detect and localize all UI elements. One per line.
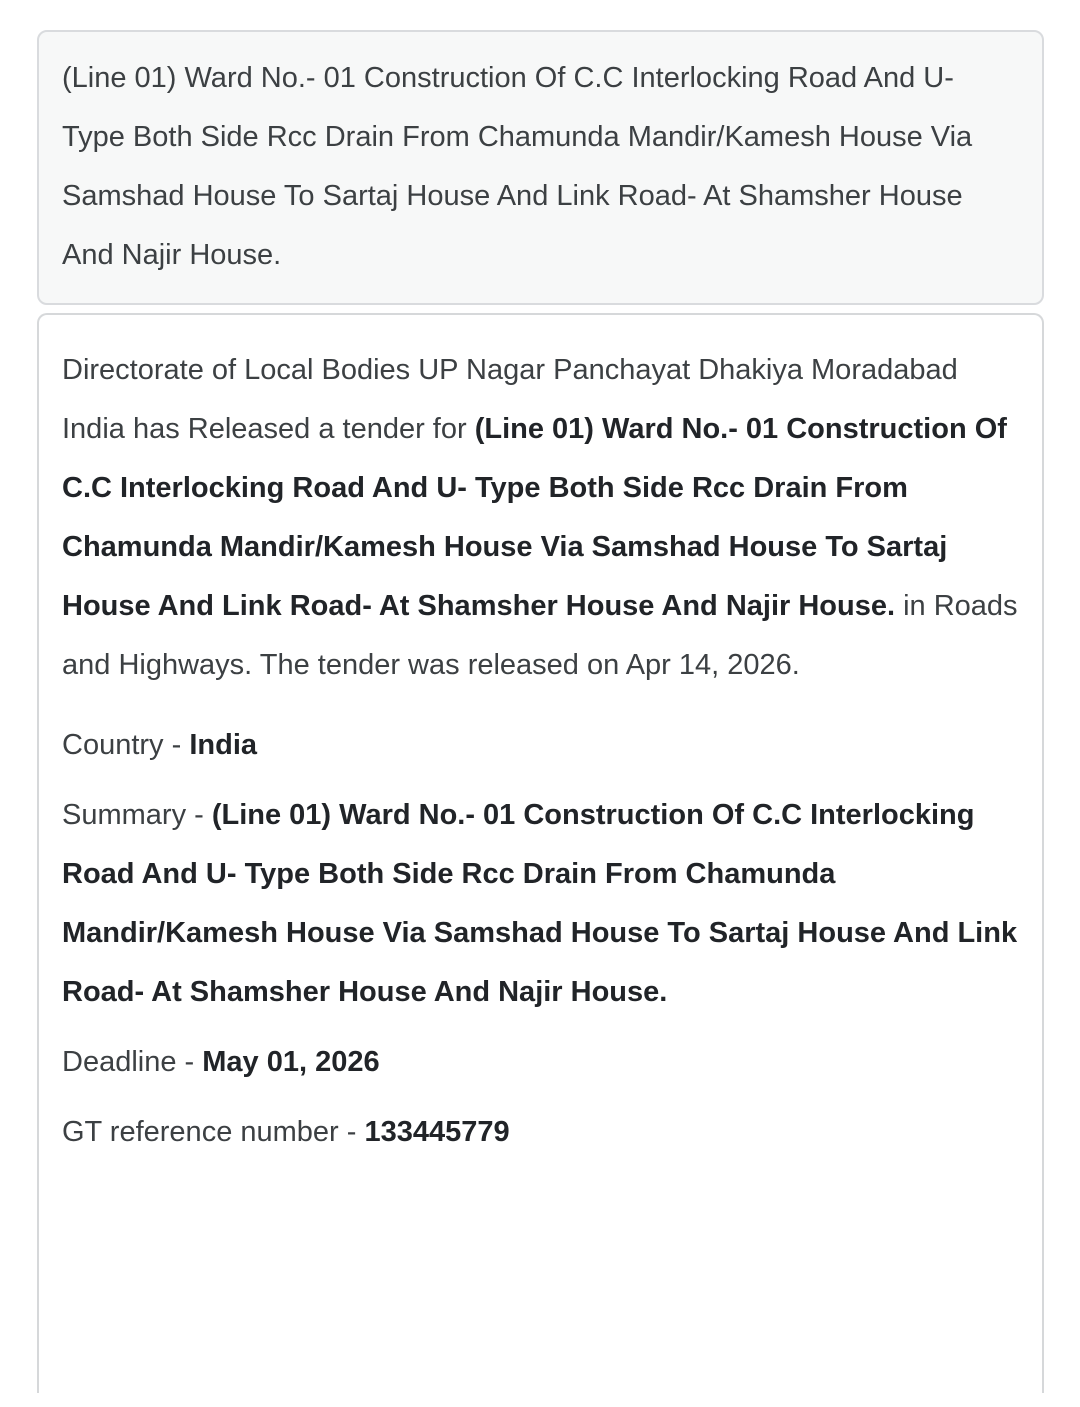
field-deadline	[62, 1033, 1018, 1092]
field-summary-label: Summary -	[62, 799, 212, 831]
tender-description-card	[37, 313, 1044, 1393]
field-gt-reference-value: 133445779	[364, 1116, 510, 1148]
intro-suffix-text: in Roads and Highways. The tender was released on Apr 14, 2026.	[62, 590, 1018, 681]
field-summary	[62, 786, 1018, 1022]
field-country-label: Country -	[62, 729, 190, 761]
field-deadline-label: Deadline -	[62, 1046, 203, 1078]
field-gt-reference	[62, 1103, 1018, 1162]
tender-title-card	[37, 30, 1044, 305]
tender-title: (Line 01) Ward No.- 01 Construction Of C.C Interlocking Road And U- Type Both Side Rcc Drain From Chamunda Mandir/Kamesh House Via Samshad House To Sartaj House And Link Road- At Shamsher House And Najir House.	[62, 62, 973, 271]
intro-prefix-text: Directorate of Local Bodies UP Nagar Panchayat Dhakiya Moradabad India has Released a tender for	[62, 354, 958, 445]
field-country	[62, 716, 1018, 775]
field-country-value: India	[189, 729, 257, 761]
intro-tender-name: (Line 01) Ward No.- 01 Construction Of C.C Interlocking Road And U- Type Both Side Rcc Drain From Chamunda Mandir/Kamesh House Via Samshad House To Sartaj House And Link Road- At Shamsher House And Najir House.	[62, 413, 1007, 622]
field-gt-reference-label: GT reference number -	[62, 1116, 365, 1148]
field-summary-value: (Line 01) Ward No.- 01 Construction Of C.C Interlocking Road And U- Type Both Side Rcc Drain From Chamunda Mandir/Kamesh House Via Samshad House To Sartaj House And Link Road- At Shamsher House And Najir House.	[62, 799, 1018, 1008]
tender-intro-paragraph	[62, 341, 1018, 695]
field-deadline-value: May 01, 2026	[202, 1046, 380, 1078]
